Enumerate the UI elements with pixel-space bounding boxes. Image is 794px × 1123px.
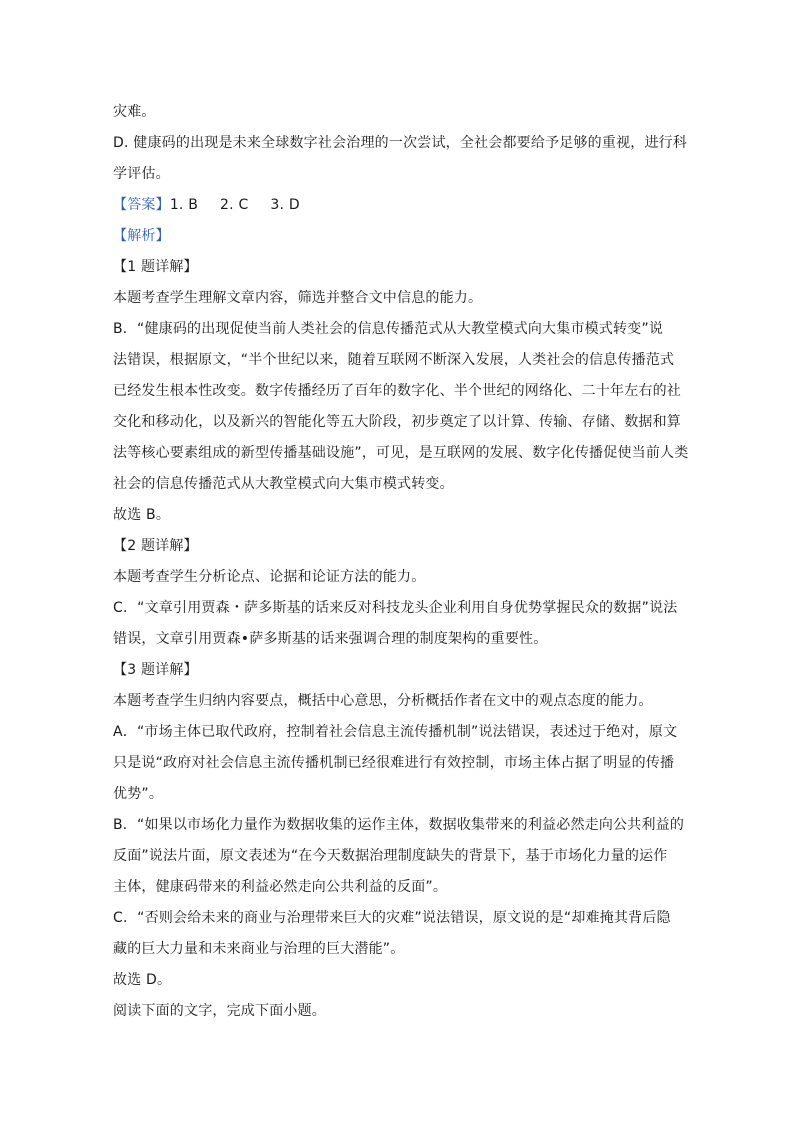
text-line: A．“市场主体已取代政府，控制着社会信息主流传播机制”说法错误，表述过于绝对，原文 bbox=[113, 724, 678, 740]
text-line: B．“如果以市场化力量作为数据收集的运作主体，数据收集带来的利益必然走向公共利益的 bbox=[113, 817, 685, 833]
text-line: 主体，健康码带来的利益必然走向公共利益的反面”。 bbox=[113, 879, 448, 895]
answer-item: 2. C bbox=[220, 197, 249, 213]
text-line: 只是说“政府对社会信息主流传播机制已经很难进行有效控制，市场主体占据了明显的传播 bbox=[113, 755, 675, 771]
text-line: 社会的信息传播范式从大教堂模式向大集市模式转变。 bbox=[113, 476, 454, 492]
text-line: C．“否则会给未来的商业与治理带来巨大的灾难”说法错误，原文说的是“却难掩其背后隐 bbox=[113, 910, 671, 926]
answer-line bbox=[113, 195, 693, 215]
text-line: 藏的巨大力量和未来商业与治理的巨大潜能”。 bbox=[113, 941, 405, 957]
answer-label: 【答案】 bbox=[113, 197, 170, 213]
text-line: 故选 B。 bbox=[113, 507, 171, 523]
text-line: D. 健康码的出现是未来全球数字社会治理的一次尝试，全社会都要给予足够的重视，进行科 bbox=[113, 135, 688, 151]
text-line: 本题考查学生归纳内容要点，概括中心意思，分析概括作者在文中的观点态度的能力。 bbox=[113, 693, 653, 709]
text-line: 故选 D。 bbox=[113, 972, 172, 988]
text-line: 已经发生根本性改变。数字传播经历了百年的数字化、半个世纪的网络化、二十年左右的社 bbox=[113, 383, 681, 399]
text-line: 交化和移动化，以及新兴的智能化等五大阶段，初步奠定了以计算、传输、存储、数据和算 bbox=[113, 414, 681, 430]
text-line: 阅读下面的文字，完成下面小题。 bbox=[113, 1003, 326, 1019]
section-heading: 【3 题详解】 bbox=[113, 662, 198, 678]
answer-item: 1. B bbox=[169, 197, 199, 213]
text-line: 法错误，根据原文，“半个世纪以来，随着互联网不断深入发展，人类社会的信息传播范式 bbox=[113, 352, 675, 368]
text-line: 灾难。 bbox=[113, 104, 156, 120]
text-line: 反面”说法片面，原文表述为“在今天数据治理制度缺失的背景下，基于市场化力量的运作 bbox=[113, 848, 668, 864]
text-line: 本题考查学生理解文章内容，筛选并整合文中信息的能力。 bbox=[113, 290, 483, 306]
section-heading: 【1 题详解】 bbox=[113, 259, 198, 275]
text-line: 法等核心要素组成的新型传播基础设施”，可见，是互联网的发展、数字化传播促使当前人类 bbox=[113, 445, 689, 461]
text-line: C．“文章引用贾森・萨多斯基的话来反对科技龙头企业利用自身优势掌握民众的数据”说法 bbox=[113, 600, 678, 616]
section-heading: 【2 题详解】 bbox=[113, 538, 198, 554]
text-line: 优势”。 bbox=[113, 786, 164, 802]
text-line: 学评估。 bbox=[113, 166, 170, 182]
text-line: 本题考查学生分析论点、论据和论证方法的能力。 bbox=[113, 569, 426, 585]
analysis-label: 【解析】 bbox=[113, 228, 170, 244]
answer-item: 3. D bbox=[270, 197, 300, 213]
text-line: 错误，文章引用贾森•萨多斯基的话来强调合理的制度架构的重要性。 bbox=[113, 631, 548, 647]
text-line: B．“健康码的出现促使当前人类社会的信息传播范式从大教堂模式向大集市模式转变”说 bbox=[113, 321, 664, 337]
